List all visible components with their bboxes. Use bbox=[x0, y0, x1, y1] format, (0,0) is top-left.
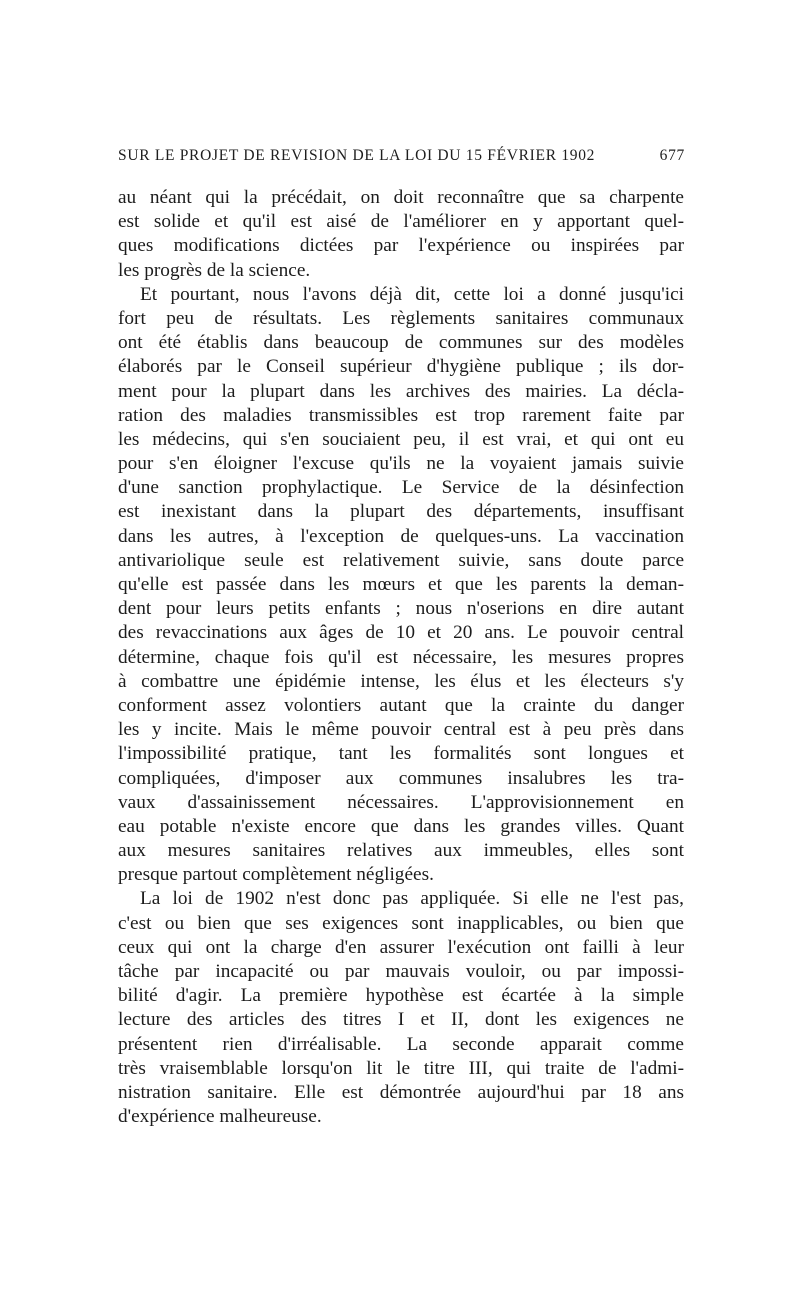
text-line: ques modifications dictées par l'expérience ou inspirées par bbox=[118, 235, 684, 257]
running-head bbox=[118, 147, 685, 169]
text-line: nistration sanitaire. Elle est démontrée aujourd'hui par 18 ans bbox=[118, 1081, 684, 1103]
text-line: dent pour leurs petits enfants ; nous n'oserions en dire autant bbox=[118, 598, 684, 620]
text-line: les y incite. Mais le même pouvoir central est à peu près dans bbox=[118, 719, 684, 741]
paragraph bbox=[118, 283, 684, 888]
text-line: d'expérience malheureuse. bbox=[118, 1106, 322, 1128]
text-line: ceux qui ont la charge d'en assurer l'exécution ont failli à leur bbox=[118, 936, 684, 958]
text-line: est solide et qu'il est aisé de l'améliorer en y apportant quel- bbox=[118, 211, 684, 233]
text-line: au néant qui la précédait, on doit reconnaître que sa charpente bbox=[118, 187, 684, 208]
text-line: des revaccinations aux âges de 10 et 20 ans. Le pouvoir central bbox=[118, 622, 684, 644]
text-line: Et pourtant, nous l'avons déjà dit, cette loi a donné jusqu'ici bbox=[140, 283, 684, 305]
body-text bbox=[118, 186, 684, 1129]
text-line: conforment assez volontiers autant que la crainte du danger bbox=[118, 694, 684, 716]
text-line: bilité d'agir. La première hypothèse est écartée à la simple bbox=[118, 985, 684, 1007]
text-line: les progrès de la science. bbox=[118, 259, 311, 281]
text-line: compliquées, d'imposer aux communes insalubres les tra- bbox=[118, 767, 684, 789]
text-line: dans les autres, à l'exception de quelques-uns. La vaccination bbox=[118, 525, 684, 547]
text-line: détermine, chaque fois qu'il est nécessaire, les mesures propres bbox=[118, 646, 684, 668]
text-line: ont été établis dans beaucoup de communes sur des modèles bbox=[118, 332, 684, 354]
text-line: à combattre une épidémie intense, les élus et les électeurs s'y bbox=[118, 670, 684, 692]
page-number: 677 bbox=[659, 147, 685, 164]
text-line: d'une sanction prophylactique. Le Service de la désinfection bbox=[118, 477, 684, 499]
text-line: pour s'en éloigner l'excuse qu'ils ne la voyaient jamais suivie bbox=[118, 453, 684, 475]
text-line: qu'elle est passée dans les mœurs et que les parents la deman- bbox=[118, 574, 684, 595]
text-line: présentent rien d'irréalisable. La seconde apparait comme bbox=[118, 1033, 684, 1055]
text-line: très vraisemblable lorsqu'on lit le titre III, qui traite de l'admi- bbox=[118, 1057, 684, 1079]
text-line: est inexistant dans la plupart des départements, insuffisant bbox=[118, 501, 684, 523]
text-line: ration des maladies transmissibles est trop rarement faite par bbox=[118, 404, 684, 426]
text-line: lecture des articles des titres I et II, dont les exigences ne bbox=[118, 1009, 684, 1031]
text-line: tâche par incapacité ou par mauvais vouloir, ou par impossi- bbox=[118, 961, 684, 982]
text-line: vaux d'assainissement nécessaires. L'approvisionnement en bbox=[118, 791, 684, 813]
running-title: SUR LE PROJET DE REVISION DE LA LOI DU 15 FÉVRIER 1902 bbox=[118, 147, 596, 164]
text-line: aux mesures sanitaires relatives aux immeubles, elles sont bbox=[118, 840, 684, 862]
text-line: La loi de 1902 n'est donc pas appliquée. Si elle ne l'est pas, bbox=[140, 888, 684, 910]
text-line: eau potable n'existe encore que dans les grandes villes. Quant bbox=[118, 815, 684, 837]
paragraph bbox=[118, 186, 684, 283]
paragraph bbox=[118, 887, 684, 1129]
text-line: les médecins, qui s'en souciaient peu, il est vrai, et qui ont eu bbox=[118, 428, 684, 450]
text-line: fort peu de résultats. Les règlements sanitaires communaux bbox=[118, 307, 684, 329]
text-line: l'impossibilité pratique, tant les formalités sont longues et bbox=[118, 743, 684, 765]
text-line: élaborés par le Conseil supérieur d'hygiène publique ; ils dor- bbox=[118, 356, 684, 378]
text-line: c'est ou bien que ses exigences sont inapplicables, ou bien que bbox=[118, 912, 684, 934]
text-line: antivariolique seule est relativement suivie, sans doute parce bbox=[118, 549, 684, 571]
text-line: presque partout complètement négligées. bbox=[118, 864, 434, 886]
text-line: ment pour la plupart dans les archives des mairies. La décla- bbox=[118, 380, 684, 402]
